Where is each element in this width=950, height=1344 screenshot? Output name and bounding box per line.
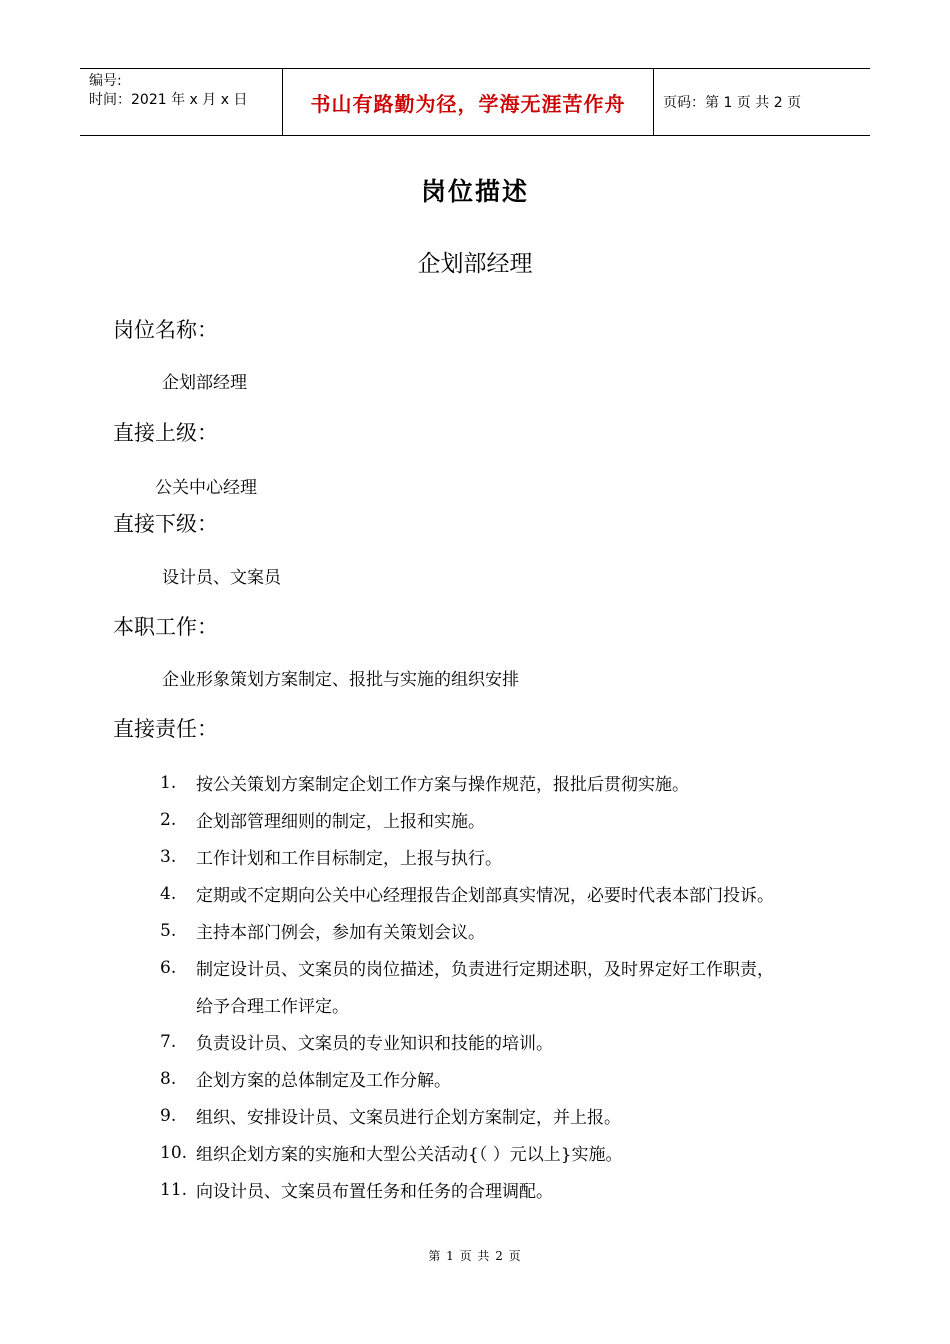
value-subordinates: 设计员、文案员 <box>162 568 281 588</box>
document-title: 岗位描述 <box>420 177 529 206</box>
list-item-number: 3. <box>160 846 177 867</box>
list-item-text: 定期或不定期向公关中心经理报告企划部真实情况，必要时代表本部门投诉。 <box>196 886 774 906</box>
responsibility-list <box>160 764 860 1208</box>
list-item-number: 6. <box>160 957 177 978</box>
list-item-number: 9. <box>160 1105 177 1126</box>
list-item-text: 负责设计员、文案员的专业知识和技能的培训。 <box>196 1034 553 1054</box>
heading-duty: 本职工作： <box>113 615 218 639</box>
value-duty: 企业形象策划方案制定、报批与实施的组织安排 <box>162 670 519 690</box>
header-motto: 书山有路勤为径，学海无涯苦作舟 <box>282 69 654 135</box>
heading-position-name: 岗位名称： <box>113 318 218 342</box>
value-position-name: 企划部经理 <box>162 373 247 393</box>
page-footer: 第 1 页 共 2 页 <box>428 1249 522 1263</box>
document-subtitle: 企划部经理 <box>417 251 533 277</box>
list-item-text: 组织企划方案的实施和大型公关活动{（ ）元以上}实施。 <box>196 1145 623 1165</box>
list-item-text: 企划方案的总体制定及工作分解。 <box>196 1071 451 1091</box>
list-item-number: 1. <box>160 772 177 793</box>
number-label: 编号: <box>89 73 122 89</box>
list-item-number: 5. <box>160 920 177 941</box>
header-meta <box>80 69 282 135</box>
heading-responsibilities: 直接责任： <box>113 717 218 741</box>
list-item-number: 8. <box>160 1068 177 1089</box>
list-item-number: 7. <box>160 1031 177 1052</box>
list-item <box>160 1060 860 1097</box>
list-item-text: 工作计划和工作目标制定，上报与执行。 <box>196 849 502 869</box>
list-item-number: 11. <box>160 1179 188 1200</box>
header-page-label: 页码：第 1 页 共 2 页 <box>663 95 802 111</box>
time-label: 时间：2021 年 x 月 x 日 <box>89 92 248 108</box>
list-item-number: 2. <box>160 809 177 830</box>
list-item-number: 4. <box>160 883 177 904</box>
header-table <box>80 68 870 136</box>
list-item <box>160 1097 860 1134</box>
list-item-text: 主持本部门例会，参加有关策划会议。 <box>196 923 485 943</box>
list-item <box>160 764 860 801</box>
list-item <box>160 801 860 838</box>
list-item <box>160 949 860 986</box>
list-item-text: 给予合理工作评定。 <box>196 997 349 1017</box>
list-item <box>160 1023 860 1060</box>
list-item-number: 10. <box>160 1142 188 1163</box>
list-item <box>160 1171 860 1208</box>
list-item-text: 企划部管理细则的制定，上报和实施。 <box>196 812 485 832</box>
list-item-continuation <box>160 986 860 1023</box>
list-item <box>160 1134 860 1171</box>
list-item-text: 组织、安排设计员、文案员进行企划方案制定，并上报。 <box>196 1108 621 1128</box>
list-item <box>160 912 860 949</box>
heading-subordinates: 直接下级： <box>113 512 218 536</box>
list-item-text: 按公关策划方案制定企划工作方案与操作规范，报批后贯彻实施。 <box>196 775 689 795</box>
list-item <box>160 875 860 912</box>
heading-superior: 直接上级： <box>113 421 218 445</box>
list-item <box>160 838 860 875</box>
list-item-text: 制定设计员、文案员的岗位描述，负责进行定期述职，及时界定好工作职责， <box>196 960 774 980</box>
value-superior: 公关中心经理 <box>155 478 257 498</box>
list-item-text: 向设计员、文案员布置任务和任务的合理调配。 <box>196 1182 553 1202</box>
